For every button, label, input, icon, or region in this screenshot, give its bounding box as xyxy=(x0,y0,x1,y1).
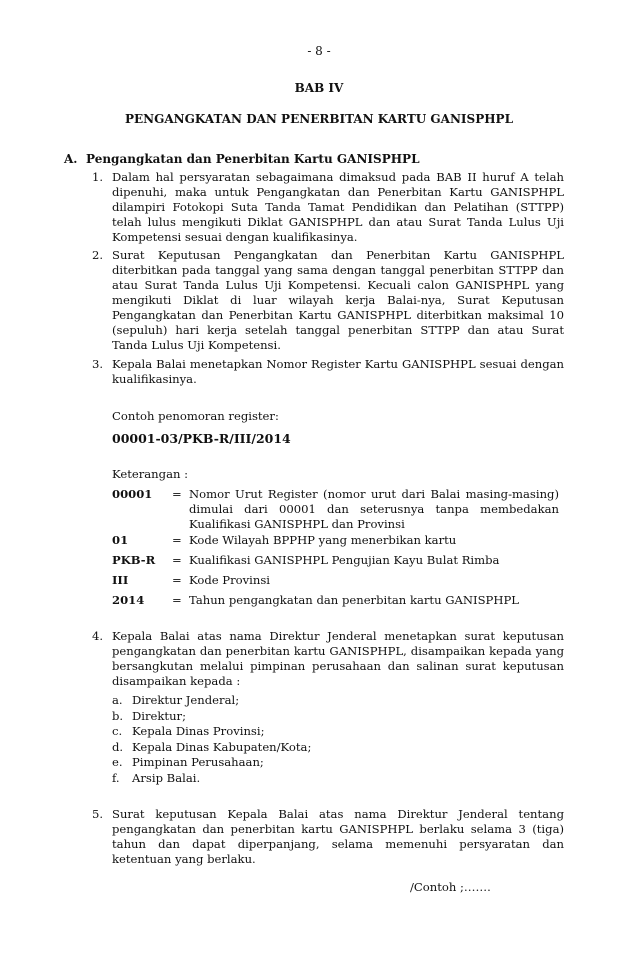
item-text: Dalam hal persyaratan sebagaimana dimaksud pada BAB II huruf A telah dipenuhi, maka untuk Pengangkatan dan Penerbitan Kartu GANISPHPL dilampiri Fotokopi Suta Tanda Tamat Pendidikan dan Pelatihan (STTPP) telah lulus mengikuti Diklat GANISPHPL dan atau Surat Tanda Lulus Uji Kompetensi sesuai dengan kualifikasinya. xyxy=(112,170,564,244)
recipient-item xyxy=(112,771,552,787)
item-text: Surat Keputusan Pengangkatan dan Penerbitan Kartu GANISPHPL diterbitkan pada tanggal yang sama dengan tanggal penerbitan STTPP dan atau Surat Tanda Lulus Uji Kompetensi. Kecuali calon GANISPHPL yang mengikuti Diklat di luar wilayah kerja Balai-nya, Surat Keputusan Pengangkatan dan Penerbitan Kartu GANISPHPL diterbitkan maksimal 10 (sepuluh) hari kerja setelah tanggal penerbitan STTPP dan atau Surat Tanda Lulus Uji Kompetensi. xyxy=(112,248,564,352)
recipient-letter: a. xyxy=(112,693,123,707)
item-number: 4. xyxy=(92,629,104,643)
section-a-title: Pengangkatan dan Penerbitan Kartu GANISPHPL xyxy=(86,152,420,166)
recipient-letter: c. xyxy=(112,724,123,738)
item-number: 1. xyxy=(92,170,104,184)
item-text: Kepala Balai atas nama Direktur Jenderal menetapkan surat keputusan pengangkatan dan penerbitan kartu GANISPHPL, disampaikan kepada yang bersangkutan melalui pimpinan perusahaan dan salinan surat keputusan disampaikan kepada : xyxy=(112,629,564,688)
recipient-list xyxy=(112,693,552,786)
list-item-4 xyxy=(92,629,564,689)
item-number: 5. xyxy=(92,807,104,821)
chapter-title: PENGANGKATAN DAN PENERBITAN KARTU GANISPHPL xyxy=(124,112,514,126)
recipient-item xyxy=(112,724,552,740)
keterangan-row xyxy=(112,487,564,532)
list-item-2 xyxy=(92,248,564,353)
keterangan-equals: = xyxy=(172,593,182,607)
continuation-note: /Contoh ;……. xyxy=(410,880,491,894)
example-intro: Contoh penomoran register: xyxy=(112,409,279,423)
recipient-letter: d. xyxy=(112,739,124,754)
keterangan-equals: = xyxy=(172,533,182,547)
recipient-item xyxy=(112,755,552,771)
keterangan-equals: = xyxy=(172,573,182,587)
recipient-letter: e. xyxy=(112,755,123,769)
keterangan-key: 2014 xyxy=(112,593,145,607)
keterangan-value: Tahun pengangkatan dan penerbitan kartu GANISPHPL xyxy=(189,593,519,607)
recipient-item xyxy=(112,693,552,709)
list-item-5 xyxy=(92,807,564,867)
keterangan-value: Kode Wilayah BPPHP yang menerbikan kartu xyxy=(189,533,457,547)
keterangan-label: Keterangan : xyxy=(112,467,189,481)
recipient-letter: f. xyxy=(112,770,120,785)
keterangan-equals: = xyxy=(172,487,182,501)
list-item-3 xyxy=(92,357,564,387)
section-a-heading xyxy=(64,152,420,166)
recipient-item xyxy=(112,740,552,756)
keterangan-key: 00001 xyxy=(112,487,153,501)
item-text: Surat keputusan Kepala Balai atas nama Direktur Jenderal tentang pengangkatan dan penerbitan kartu GANISPHPL berlaku selama 3 (tiga) tahun dan dapat diperpanjang, selama memenuhi persyaratan dan ketentuan yang berlaku. xyxy=(112,807,564,866)
recipient-letter: b. xyxy=(112,708,124,723)
keterangan-value: Kualifikasi GANISPHPL Pengujian Kayu Bulat Rimba xyxy=(189,553,500,567)
item-number: 3. xyxy=(92,357,104,371)
recipient-text: Pimpinan Perusahaan; xyxy=(132,755,264,769)
recipient-item xyxy=(112,709,552,725)
keterangan-value: Kode Provinsi xyxy=(189,573,271,587)
item-number: 2. xyxy=(92,248,104,262)
list-item-1 xyxy=(92,170,564,245)
keterangan-key: III xyxy=(112,573,129,587)
keterangan-key: 01 xyxy=(112,533,129,547)
keterangan-equals: = xyxy=(172,553,182,567)
recipient-text: Kepala Dinas Provinsi; xyxy=(132,724,265,738)
example-register-code: 00001-03/PKB-R/III/2014 xyxy=(112,431,291,446)
page-number: - 8 - xyxy=(307,44,331,58)
recipient-text: Direktur Jenderal; xyxy=(132,693,240,707)
chapter-heading: BAB IV xyxy=(294,81,344,95)
keterangan-key: PKB-R xyxy=(112,553,156,567)
section-a-label: A. xyxy=(64,152,78,166)
recipient-text: Arsip Balai. xyxy=(132,770,201,785)
keterangan-value: Nomor Urut Register (nomor urut dari Balai masing-masing) dimulai dari 00001 dan seterusnya tanpa membedakan Kualifikasi GANISPHPL dan Provinsi xyxy=(189,487,559,531)
recipient-text: Direktur; xyxy=(132,708,187,723)
item-text: Kepala Balai menetapkan Nomor Register Kartu GANISPHPL sesuai dengan kualifikasinya. xyxy=(112,357,564,386)
recipient-text: Kepala Dinas Kabupaten/Kota; xyxy=(132,739,312,754)
